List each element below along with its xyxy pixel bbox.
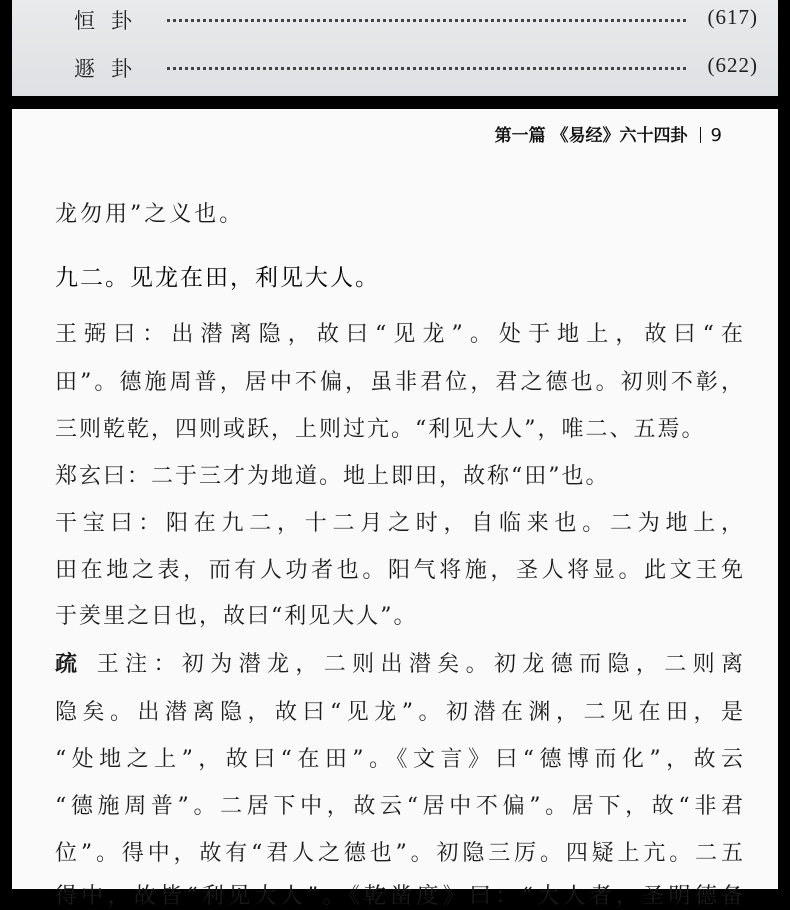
text-line: 得中，故皆“利见大人”。《乾凿度》曰：“大人者，圣明德备 (55, 884, 745, 909)
text-line: 郑玄曰：二于三才为地道。地上即田，故称“田”也。 (55, 464, 610, 489)
text-line: 龙勿用”之义也。 (55, 202, 245, 227)
text-line: 位”。得中，故有“君人之德也”。初隐三厉。四疑上亢。二五 (55, 841, 745, 866)
toc-leader-dots (167, 19, 686, 22)
section-heading: 九二。见龙在田，利见大人。 (55, 265, 380, 291)
text-line: 王注：初为潜龙，二则出潜矣。初龙德而隐，二则离 (96, 652, 745, 677)
text-line: “德施周普”。二居下中，故云“居中不偏”。居下，故“非君 (55, 794, 745, 819)
text-line: 田”。德施周普，居中不偏，虽非君位，君之德也。初则不彰， (55, 370, 745, 395)
toc-row (12, 5, 778, 45)
running-header (495, 121, 722, 146)
toc-row (12, 53, 778, 93)
toc-entry-name: 遯卦 (74, 57, 148, 81)
shu-label: 疏 (55, 652, 84, 677)
toc-leader-dots (167, 67, 686, 70)
toc-entry-name: 恒卦 (74, 9, 148, 33)
text-line: 于羑里之日也，故曰“利见大人”。 (55, 604, 418, 629)
text-line: 干宝曰：阳在九二，十二月之时，自临来也。二为地上， (55, 511, 745, 536)
text-line: 隐矣。出潜离隐，故曰“见龙”。初潜在渊，二见在田，是 (55, 700, 745, 725)
text-line: 三则乾乾，四则或跃，上则过亢。“利见大人”，唯二、五焉。 (55, 417, 706, 442)
toc-page-number: (617) (707, 5, 758, 29)
toc-page-number: (622) (707, 53, 758, 77)
page-number: 9 (710, 125, 722, 146)
header-separator (700, 127, 701, 143)
previous-page-toc (12, 0, 778, 96)
text-line: 田在地之表，而有人功者也。阳气将施，圣人将显。此文王免 (55, 558, 745, 583)
book-page (12, 109, 778, 909)
text-line: “处地之上”，故曰“在田”。《文言》曰“德博而化”，故云 (55, 747, 745, 772)
text-line: 王弼曰：出潜离隐，故曰“见龙”。处于地上，故曰“在 (55, 322, 745, 347)
header-title: 第一篇 《易经》六十四卦 (494, 126, 688, 146)
commentary-line (55, 647, 745, 678)
